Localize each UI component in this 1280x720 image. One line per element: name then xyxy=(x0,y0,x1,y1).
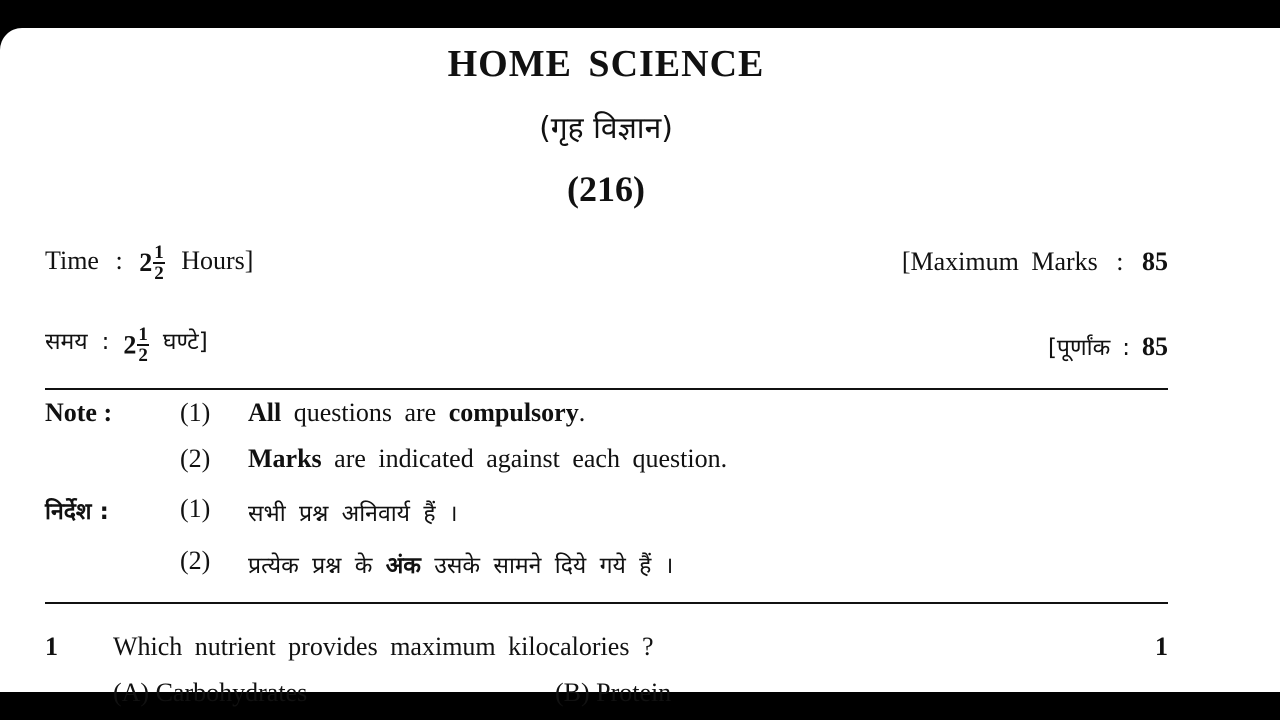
divider-bottom xyxy=(45,602,1168,604)
note-hindi-item-2-bold: अंक xyxy=(385,553,421,579)
max-marks-label: [Maximum Marks xyxy=(901,247,1098,276)
max-marks-label-hindi: [पूर्णांक xyxy=(1047,335,1111,361)
exam-paper-page xyxy=(0,28,1280,707)
time-unit-hindi: घण्टे] xyxy=(162,329,208,355)
note-hindi-item-2-number: (2) xyxy=(180,546,211,575)
time-label-hindi: समय xyxy=(45,329,88,355)
note-item-1-text: questions are xyxy=(281,398,449,427)
time-fraction xyxy=(153,243,165,283)
maximum-marks-hindi xyxy=(1048,330,1168,362)
time-fraction-hindi xyxy=(137,325,149,365)
time-colon: : xyxy=(115,245,123,275)
time-allowed-hindi xyxy=(45,324,208,365)
note-item-1-number: (1) xyxy=(180,398,211,427)
note-item-1 xyxy=(248,398,585,428)
subject-title-hindi: (गृह विज्ञान) xyxy=(539,111,673,146)
question-1-option-a: (A) Carbohydrates xyxy=(113,678,308,707)
time-whole: 2 xyxy=(139,248,153,277)
question-1-marks: 1 xyxy=(1155,632,1168,661)
note-hindi-item-2 xyxy=(248,548,673,580)
time-frac-numerator-hindi: 1 xyxy=(138,324,148,346)
question-1-text: Which nutrient provides maximum kilocalories ? xyxy=(113,632,654,661)
note-hindi-item-2-text-b: उसके सामने दिये गये हैं । xyxy=(420,553,674,579)
time-label: Time xyxy=(45,245,99,275)
subject-title: HOME SCIENCE xyxy=(447,43,765,85)
max-marks-colon: : xyxy=(1116,247,1124,276)
note-item-1-period: . xyxy=(578,398,586,427)
time-frac-denominator: 2 xyxy=(154,263,164,284)
question-1-option-b: (B) Protein xyxy=(555,678,672,707)
time-frac-denominator-hindi: 2 xyxy=(138,345,148,367)
max-marks-value-hindi: 85 xyxy=(1142,332,1168,361)
max-marks-colon-hindi: : xyxy=(1122,335,1130,361)
note-hindi-item-2-text-a: प्रत्येक प्रश्न के xyxy=(248,553,386,579)
max-marks-value: 85 xyxy=(1142,247,1168,276)
time-frac-numerator: 1 xyxy=(154,242,164,263)
time-whole-hindi: 2 xyxy=(123,330,137,360)
note-item-2-number: (2) xyxy=(180,444,211,473)
subject-code: (216) xyxy=(567,169,645,209)
divider-top xyxy=(45,388,1168,390)
time-colon-hindi: : xyxy=(101,329,110,355)
note-label: Note : xyxy=(45,398,113,427)
time-unit: Hours] xyxy=(181,245,254,275)
note-item-1-bold-all: All xyxy=(248,398,282,427)
question-1-number: 1 xyxy=(45,632,58,661)
note-hindi-item-1-number: (1) xyxy=(180,494,211,523)
note-item-2 xyxy=(248,444,727,474)
note-label-hindi: निर्देश : xyxy=(45,499,109,525)
note-item-2-text: are indicated against each question. xyxy=(321,444,728,473)
note-hindi-item-1: सभी प्रश्न अनिवार्य हैं । xyxy=(248,501,458,527)
maximum-marks xyxy=(902,247,1168,277)
note-item-1-bold-compulsory: compulsory xyxy=(448,398,579,427)
note-item-2-bold-marks: Marks xyxy=(248,444,322,473)
time-allowed xyxy=(45,243,253,283)
